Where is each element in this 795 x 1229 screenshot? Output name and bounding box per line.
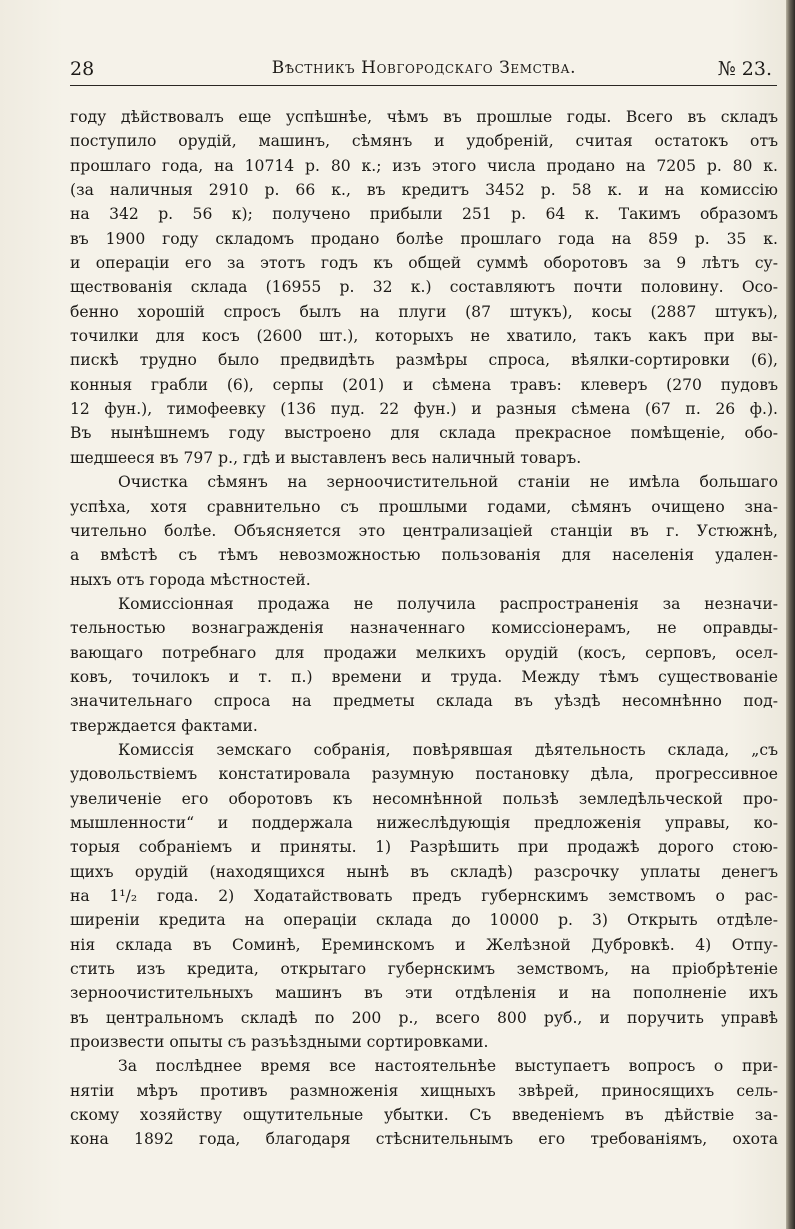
text-line: ныхъ отъ города мѣстностей. — [70, 570, 311, 589]
text-line: 12 фун.), тимофеевку (136 пуд. 22 фун.) и разныя сѣмена (67 п. 26 ф.). — [70, 400, 778, 419]
running-header — [70, 58, 778, 86]
text-line: шедшееся въ 797 р., гдѣ и выставленъ весь наличный товаръ. — [70, 448, 582, 467]
body-text — [70, 105, 778, 1152]
page-number: 28 — [70, 58, 95, 80]
text-line: ковъ, точилокъ и т. п.) времени и труда. Между тѣмъ существованіе — [70, 667, 778, 686]
text-line: произвести опыты съ разъѣздными сортировками. — [70, 1033, 489, 1052]
text-line: тверждается фактами. — [70, 716, 258, 735]
text-line: нія склада въ Соминѣ, Ереминскомъ и Желѣзной Дубровкѣ. 4) Отпу- — [70, 935, 778, 954]
text-line: успѣха, хотя сравнительно съ прошлыми годами, сѣмянъ очищено зна- — [70, 497, 778, 516]
text-line: и операціи его за этотъ годъ къ общей суммѣ оборотовъ за 9 лѣтъ су- — [70, 254, 778, 273]
text-line: поступило орудій, машинъ, сѣмянъ и удобреній, считая остатокъ отъ — [70, 132, 778, 151]
text-line: Комиссіонная продажа не получила распространенія за незначи- — [118, 594, 778, 613]
text-line: бенно хорошій спросъ былъ на плуги (87 штукъ), косы (2887 штукъ), — [70, 302, 778, 321]
text-line: чительно болѣе. Объясняется это централизаціей станціи въ г. Устюжнѣ, — [70, 521, 778, 540]
text-line: ществованія склада (16955 р. 32 к.) составляютъ почти половину. Осо- — [70, 278, 778, 297]
text-line: нятіи мѣръ противъ размноженія хищныхъ звѣрей, приносящихъ сель- — [70, 1081, 778, 1100]
text-line: на 1¹/₂ года. 2) Ходатайствовать предъ губернскимъ земствомъ о рас- — [70, 887, 778, 905]
text-line: удовольствіемъ констатировала разумную постановку дѣла, прогрессивное — [70, 765, 778, 784]
text-line: Очистка сѣмянъ на зерноочистительной станіи не имѣла большаго — [118, 473, 778, 492]
text-line: зерноочистительныхъ машинъ въ эти отдѣленія и на пополненіе ихъ — [70, 984, 778, 1003]
text-line: году дѣйствовалъ еще успѣшнѣе, чѣмъ въ прошлые годы. Всего въ складъ — [70, 108, 778, 126]
text-line: ширеніи кредита на операціи склада до 10000 р. 3) Открыть отдѣле- — [70, 911, 778, 930]
text-line: стить изъ кредита, открытаго губернскимъ земствомъ, на пріобрѣтеніе — [70, 960, 778, 979]
text-line: За послѣднее время все настоятельнѣе выступаетъ вопросъ о при- — [118, 1057, 778, 1076]
text-line: тельностью вознагражденія назначеннаго комиссіонерамъ, не оправды- — [70, 619, 778, 638]
text-line: мышленности“ и поддержала нижеслѣдующія предложенія управы, ко- — [70, 813, 778, 832]
journal-title: Вѣстникъ Новгородскаго Земства. — [271, 58, 577, 78]
text-line: конныя грабли (6), серпы (201) и сѣмена травъ: клеверъ (270 пудовъ — [70, 375, 778, 394]
issue-number: № 23. — [717, 58, 772, 80]
text-line: въ 1900 году складомъ продано болѣе прошлаго года на 859 р. 35 к. — [70, 229, 778, 248]
text-line: прошлаго года, на 10714 р. 80 к.; изъ этого числа продано на 7205 р. 80 к. — [70, 156, 778, 175]
text-line: скому хозяйству ощутительные убытки. Съ введеніемъ въ дѣйствіе за- — [70, 1106, 778, 1125]
text-line: въ центральномъ складѣ по 200 р., всего 800 руб., и поручить управѣ — [70, 1008, 778, 1027]
text-line: (за наличныя 2910 р. 66 к., въ кредитъ 3452 р. 58 к. и на комиссію — [70, 181, 778, 200]
book-spine-edge — [786, 0, 795, 1229]
text-line: Комиссія земскаго собранія, повѣрявшая дѣятельность склада, „съ — [118, 740, 778, 759]
text-line: торыя собраніемъ и приняты. 1) Разрѣшить при продажѣ дорого стою- — [70, 838, 778, 857]
text-line: на 342 р. 56 к); получено прибыли 251 р. 64 к. Такимъ образомъ — [70, 205, 778, 224]
text-line: вающаго потребнаго для продажи мелкихъ орудій (косъ, серповъ, осел- — [70, 643, 778, 662]
text-line: кона 1892 года, благодаря стѣснительнымъ его требованіямъ, охота — [70, 1130, 778, 1149]
text-line: Въ нынѣшнемъ году выстроено для склада прекрасное помѣщеніе, обо- — [70, 424, 778, 443]
text-line: а вмѣстѣ съ тѣмъ невозможностью пользованія для населенія удален- — [70, 546, 778, 565]
text-line: точилки для косъ (2600 шт.), которыхъ не хватило, такъ какъ при вы- — [70, 327, 778, 346]
text-line: пискѣ трудно было предвидѣть размѣры спроса, вѣялки-сортировки (6), — [70, 351, 778, 370]
text-line: увеличеніе его оборотовъ къ несомнѣнной пользѣ земледѣльческой про- — [70, 789, 778, 808]
text-line: значительнаго спроса на предметы склада въ уѣздѣ несомнѣнно под- — [70, 692, 778, 711]
header-rule — [70, 85, 777, 86]
text-line: щихъ орудій (находящихся нынѣ въ складѣ) разсрочку уплаты денегъ — [70, 862, 778, 881]
